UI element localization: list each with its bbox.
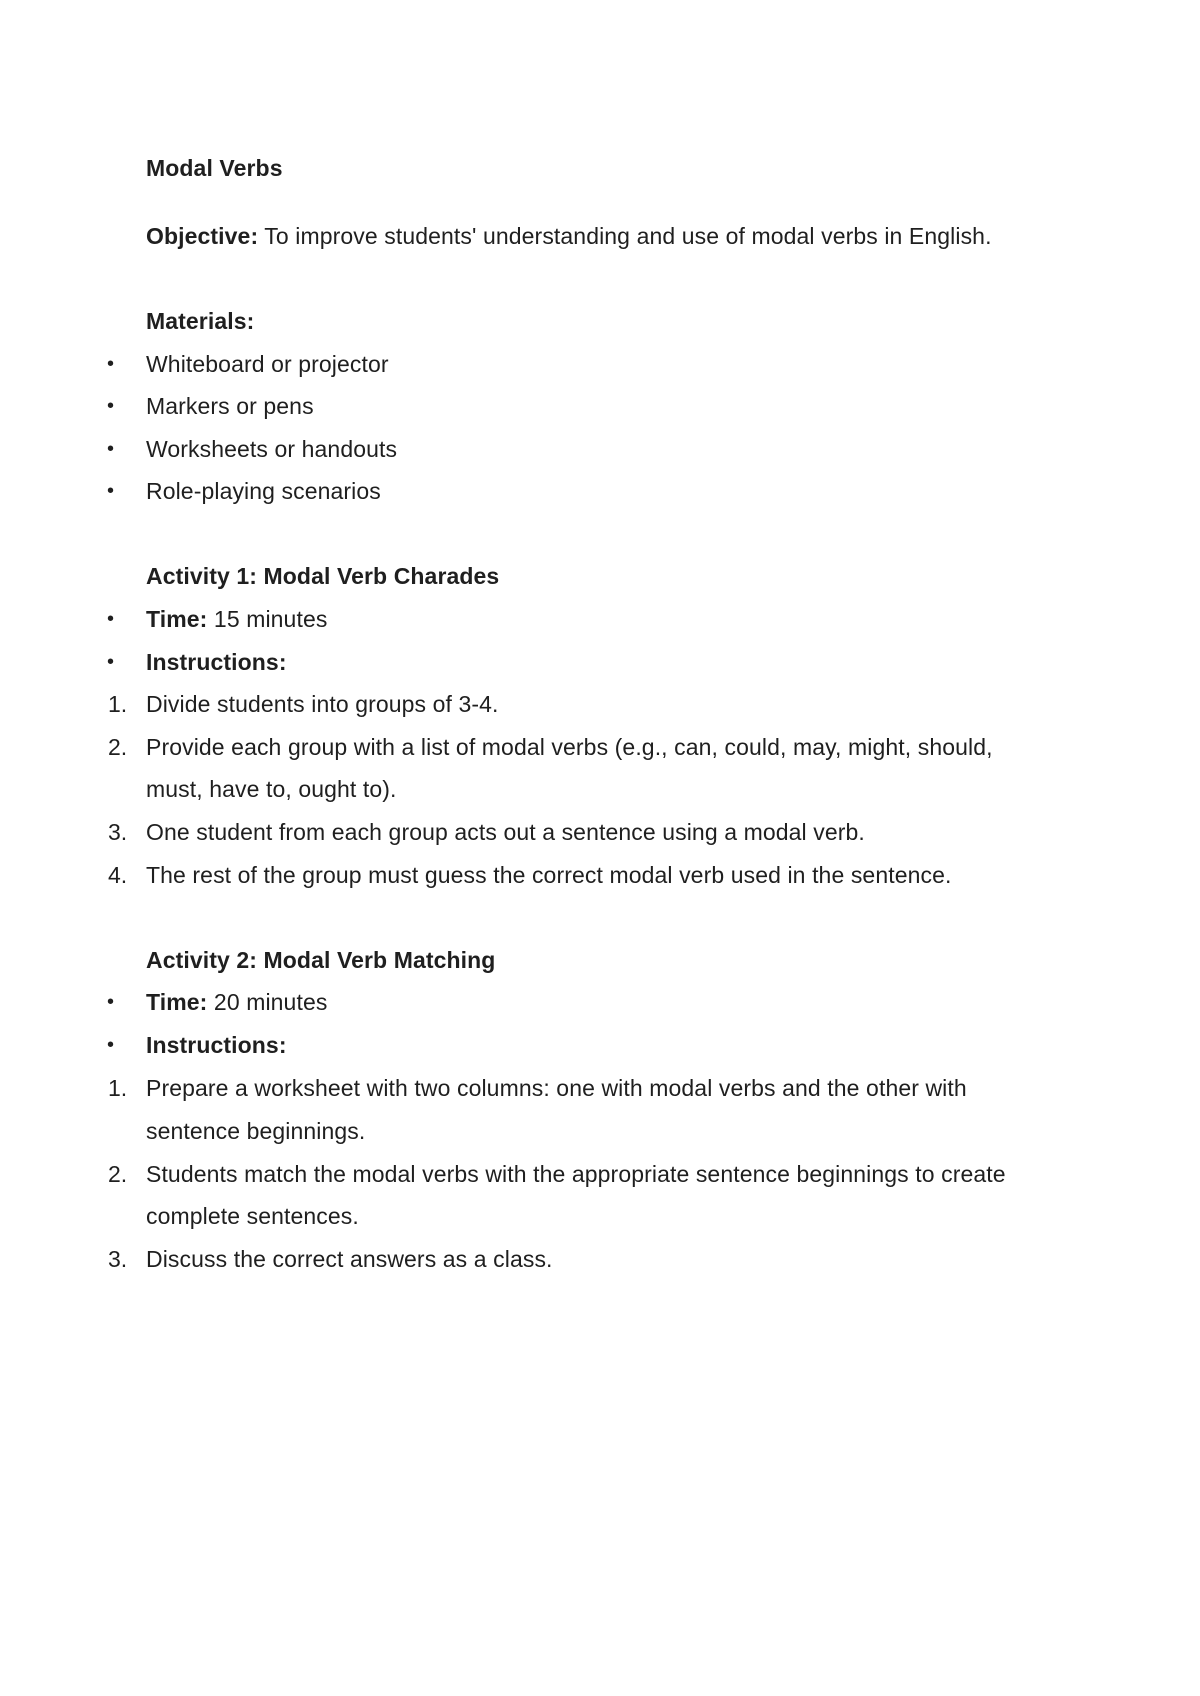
bullet-icon: • — [107, 1034, 115, 1056]
bullet-icon: • — [107, 480, 115, 502]
step-number: 3. — [108, 819, 128, 845]
activity2-step-continuation: complete sentences. — [146, 1203, 359, 1229]
time-value: 15 minutes — [207, 606, 328, 632]
materials-item: Worksheets or handouts — [146, 436, 398, 462]
materials-item: Markers or pens — [146, 393, 314, 419]
activity2-time — [146, 987, 327, 1017]
activity1-step: The rest of the group must guess the correct modal verb used in the sentence. — [146, 862, 952, 888]
activity1-time — [146, 604, 327, 634]
step-number: 1. — [108, 691, 128, 717]
bullet-icon: • — [107, 651, 115, 673]
step-number: 2. — [108, 734, 128, 760]
activity2-step: Discuss the correct answers as a class. — [146, 1246, 553, 1272]
activity2-step-continuation: sentence beginnings. — [146, 1118, 366, 1144]
materials-item: Role-playing scenarios — [146, 478, 381, 504]
activity1-step-continuation: must, have to, ought to). — [146, 776, 397, 802]
objective-text: To improve students' understanding and use of modal verbs in English. — [258, 223, 992, 249]
objective-label: Objective: — [146, 223, 259, 249]
bullet-icon: • — [107, 991, 115, 1013]
bullet-icon: • — [107, 353, 115, 375]
activity2-step: Students match the modal verbs with the appropriate sentence beginnings to create — [146, 1161, 1006, 1187]
step-number: 2. — [108, 1161, 128, 1187]
step-number: 1. — [108, 1075, 128, 1101]
time-value: 20 minutes — [207, 989, 328, 1015]
materials-item: Whiteboard or projector — [146, 351, 389, 377]
activity1-heading: Activity 1: Modal Verb Charades — [146, 563, 500, 589]
activity1-step: One student from each group acts out a sentence using a modal verb. — [146, 819, 865, 845]
step-number: 4. — [108, 862, 128, 888]
bullet-icon: • — [107, 395, 115, 417]
time-label: Time: — [146, 606, 208, 632]
activity2-step: Prepare a worksheet with two columns: one with modal verbs and the other with — [146, 1075, 967, 1101]
step-number: 3. — [108, 1246, 128, 1272]
activity2-heading: Activity 2: Modal Verb Matching — [146, 947, 496, 973]
bullet-icon: • — [107, 438, 115, 460]
time-label: Time: — [146, 989, 208, 1015]
page-title: Modal Verbs — [146, 155, 283, 181]
activity1-step: Divide students into groups of 3-4. — [146, 691, 499, 717]
materials-heading: Materials: — [146, 308, 255, 334]
activity1-step: Provide each group with a list of modal verbs (e.g., can, could, may, might, should, — [146, 734, 993, 760]
bullet-icon: • — [107, 608, 115, 630]
activity1-instructions-label: Instructions: — [146, 649, 287, 675]
activity2-instructions-label: Instructions: — [146, 1032, 287, 1058]
objective-line — [146, 221, 992, 251]
